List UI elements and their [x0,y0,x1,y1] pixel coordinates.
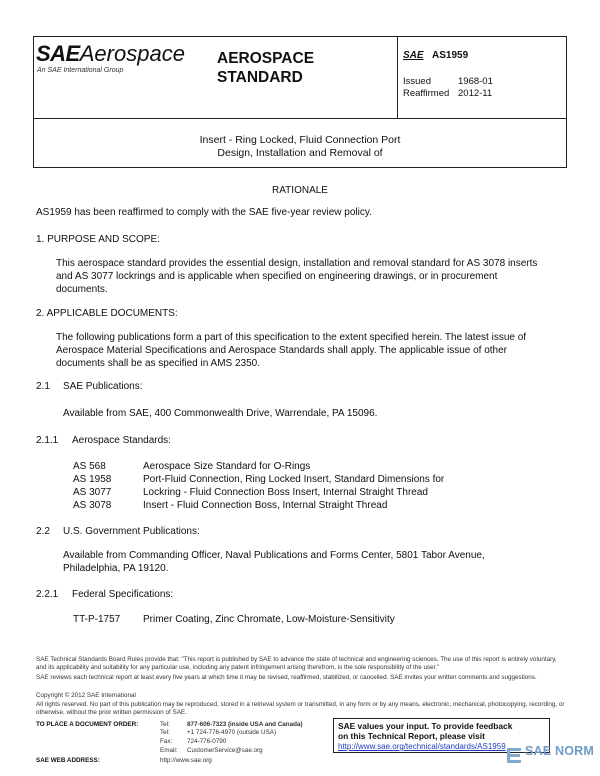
issued-label: Issued [403,76,431,87]
document-subject [33,134,567,160]
section-2-2-text: Available from Commanding Officer, Naval Publications and Forms Center, 5801 Tabor Avenue, Philadelphia, PA 19120. [63,550,485,574]
feedback-link[interactable]: http://www.sae.org/technical/standards/AS1959 [338,742,506,751]
header-divider [33,118,567,119]
rationale-heading: RATIONALE [272,185,328,196]
standard-row-code: AS 1958 [73,474,112,485]
tel-label: Tel: [160,721,170,728]
standard-row-title: Insert - Fluid Connection Boss, Internal Straight Thread [143,500,388,511]
section-2-1-heading: SAE Publications: [63,381,143,392]
section-2-1-text: Available from SAE, 400 Commonwealth Drive, Warrendale, PA 15096. [63,408,378,419]
document-type-title [217,49,314,87]
feedback-line-2: on this Technical Report, please visit [338,731,485,741]
footer-review-note: SAE reviews each technical report at least every five years at which time it may be revised, reaffirmed, stabilized, or cancelled. SAE invites your written comments and suggestions. [36,674,537,681]
section-2-2-heading: U.S. Government Publications: [63,526,200,537]
issued-value: 1968-01 [458,76,493,87]
header-top-border [33,36,567,37]
title-line-1: AEROSPACE [217,50,315,67]
doc-box-divider [397,36,398,119]
fax-value: 724-776-0790 [187,738,227,745]
section-1-text: This aerospace standard provides the essential design, installation and removal standard for AS 3078 inserts and AS 3077 lockrings and is applicable when specified on engineering drawings, or in procurement documents. [56,258,538,295]
standard-row-title: Port-Fluid Connection, Ring Locked Insert, Standard Dimensions for [143,474,445,485]
section-2-1-1-number: 2.1.1 [36,435,59,446]
standard-row-code: AS 3078 [73,500,112,511]
feedback-line-1: SAE values your input. To provide feedback [338,721,513,731]
subject-line-1: Insert - Ring Locked, Fluid Connection Port [199,134,401,146]
standard-row-code: AS 568 [73,461,106,472]
reaffirmed-label: Reaffirmed [403,88,450,99]
web-address-label: SAE WEB ADDRESS: [36,757,100,764]
web-address-value[interactable]: http://www.sae.org [160,757,212,764]
logo-sae-text: SAE [36,41,80,66]
section-2-2-1-number: 2.2.1 [36,589,59,600]
standard-row-title: Lockring - Fluid Connection Boss Insert, Internal Straight Thread [143,487,428,498]
rationale-text: AS1959 has been reaffirmed to comply with the SAE five-year review policy. [36,207,372,218]
standard-row-code: AS 3077 [73,487,112,498]
section-1-heading: 1. PURPOSE AND SCOPE: [36,234,160,245]
logo-tagline: An SAE International Group [37,67,124,74]
email-value[interactable]: CustomerService@sae.org [187,747,263,754]
sae-aerospace-logo [36,41,185,67]
fax-label: Fax: [160,738,173,745]
federal-spec-title: Primer Coating, Zinc Chromate, Low-Moisture-Sensitivity [143,614,395,625]
standard-row-title: Aerospace Size Standard for O-Rings [143,461,311,472]
watermark-text: SAE NORM [525,744,594,758]
doc-number-value: AS1959 [432,50,469,61]
section-2-1-1-heading: Aerospace Standards: [72,435,171,446]
tel-value: 877-606-7323 (inside USA and Canada) [187,721,303,728]
federal-spec-code: TT-P-1757 [73,614,121,625]
footer-copyright: Copyright © 2012 SAE International [36,692,136,699]
reaffirmed-value: 2012-11 [458,88,493,99]
section-2-2-number: 2.2 [36,526,50,537]
title-line-2: STANDARD [217,69,303,86]
tel-value-2: +1 724-776-4970 (outside USA) [187,729,277,736]
section-2-2-1-heading: Federal Specifications: [72,589,174,600]
section-2-heading: 2. APPLICABLE DOCUMENTS: [36,308,178,319]
tel-label-2: Tel: [160,729,170,736]
order-label: TO PLACE A DOCUMENT ORDER: [36,721,139,728]
doc-prefix-sae: SAE [403,50,424,61]
footer-rights: All rights reserved. No part of this publication may be reproduced, stored in a retrieval system or transmitted, in any form or by any means, electronic, mechanical, photocopying, recording, or otherwise, without the prior written permission of SAE. [36,701,565,717]
email-label: Email: [160,747,178,754]
sae-norm-watermark [503,740,597,770]
section-2-text: The following publications form a part of this specification to the extent specified herein. The latest issue of Aerospace Material Specifications and Aerospace Standards shall apply. The applicable issue of other documents shall be as specified in AMS 2350. [56,332,527,369]
footer-disclaimer: SAE Technical Standards Board Rules provide that: "This report is published by SAE to advance the state of technical and engineering sciences. The use of this report is entirely voluntary, and its applicability and suitability for any particular use, including any patent infringement arising therefrom, is the sole responsibility of the user." [36,656,557,672]
subject-line-2: Design, Installation and Removal of [217,147,383,159]
sae-norm-logo-icon [503,744,525,766]
logo-aerospace-text: Aerospace [79,41,185,66]
section-2-1-number: 2.1 [36,381,50,392]
doc-number [403,45,468,63]
subject-bottom-border [33,167,567,168]
